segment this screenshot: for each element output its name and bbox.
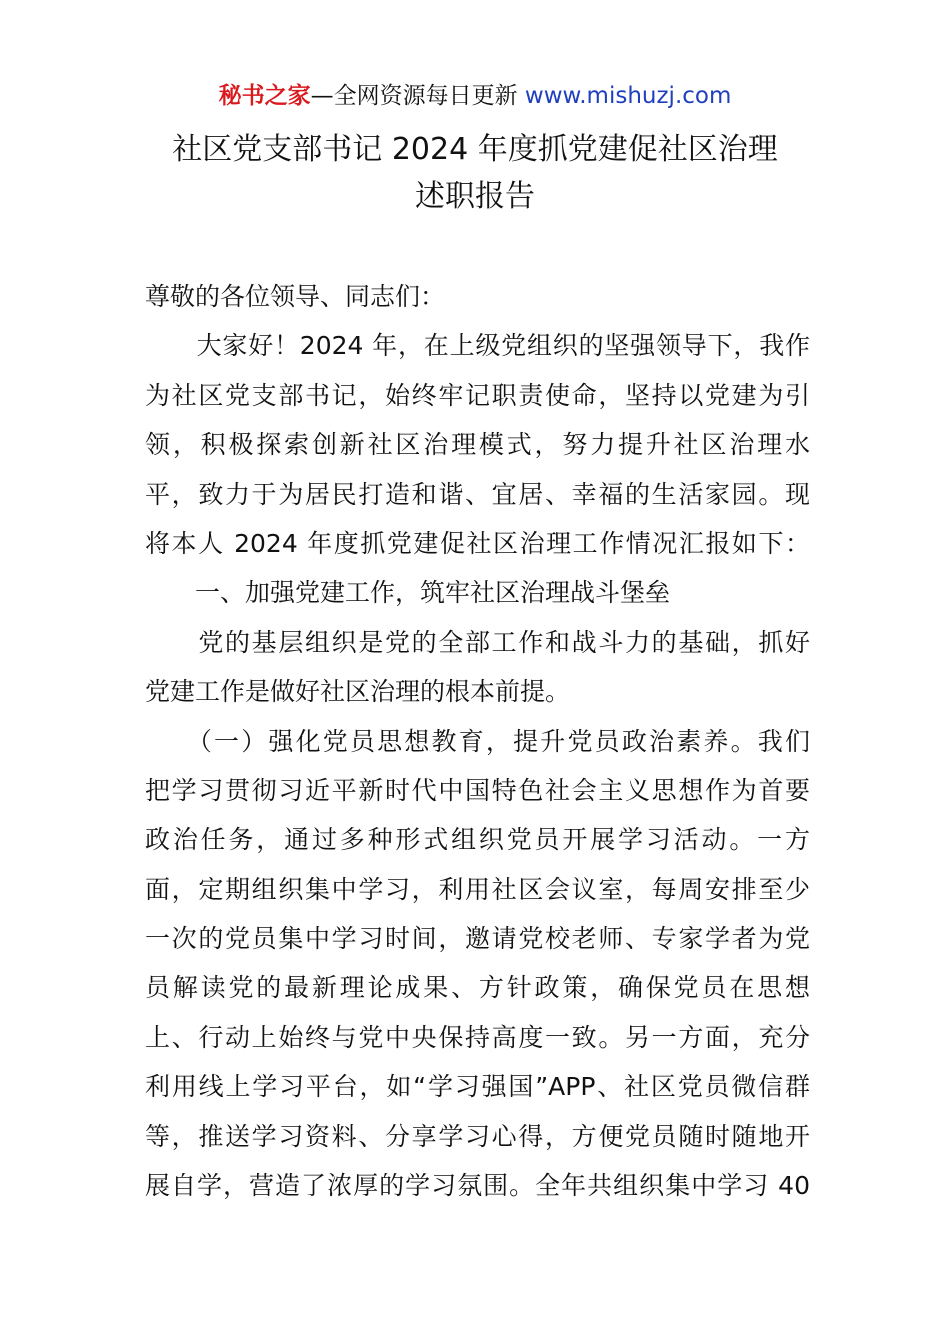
- text-line: 一次的党员集中学习时间，邀请党校老师、专家学者为党: [145, 924, 810, 954]
- text-line: 领，积极探索创新社区治理模式，努力提升社区治理水: [145, 430, 810, 460]
- text-line: 员解读党的最新理论成果、方针政策，确保党员在思想: [145, 973, 810, 1003]
- text-line: 展自学，营造了浓厚的学习氛围。全年共组织集中学习 40: [145, 1171, 810, 1201]
- site-tagline: —全网资源每日更新: [310, 83, 525, 109]
- text-line: 大家好！2024 年，在上级党组织的坚强领导下，我作: [145, 331, 810, 361]
- text-line: 党的基层组织是党的全部工作和战斗力的基础，抓好: [145, 627, 810, 657]
- text-line: 面，定期组织集中学习，利用社区会议室，每周安排至少: [145, 874, 810, 904]
- text-line: 党建工作是做好社区治理的根本前提。: [145, 677, 571, 707]
- text-line: （一）强化党员思想教育，提升党员政治素养。我们: [145, 726, 810, 756]
- text-line: 利用线上学习平台，如“学习强国”APP、社区党员微信群: [145, 1072, 810, 1102]
- text-line: 上、行动上始终与党中央保持高度一致。另一方面，充分: [145, 1022, 810, 1052]
- text-line: 平，致力于为居民打造和谐、宜居、幸福的生活家园。现: [145, 479, 810, 509]
- text-line: 等，推送学习资料、分享学习心得，方便党员随时随地开: [145, 1121, 810, 1151]
- text-line: 把学习贯彻习近平新时代中国特色社会主义思想作为首要: [145, 775, 810, 805]
- site-brand: 秘书之家: [218, 83, 311, 109]
- text-line: 为社区党支部书记，始终牢记职责使命，坚持以党建为引: [145, 380, 810, 410]
- document-body: [145, 272, 810, 1210]
- site-url-link[interactable]: www.mishuzj.com: [524, 83, 732, 109]
- document-title-line-2: 述职报告: [415, 179, 535, 214]
- text-line: 政治任务，通过多种形式组织党员开展学习活动。一方: [145, 825, 810, 855]
- salutation: 尊敬的各位领导、同志们：: [145, 282, 446, 311]
- site-header: [0, 80, 950, 112]
- section-heading: 一、加强党建工作，筑牢社区治理战斗堡垒: [145, 578, 671, 608]
- text-line: 将本人 2024 年度抓党建促社区治理工作情况汇报如下：: [145, 528, 810, 558]
- document-title-line-1: 社区党支部书记 2024 年度抓党建促社区治理: [172, 132, 778, 167]
